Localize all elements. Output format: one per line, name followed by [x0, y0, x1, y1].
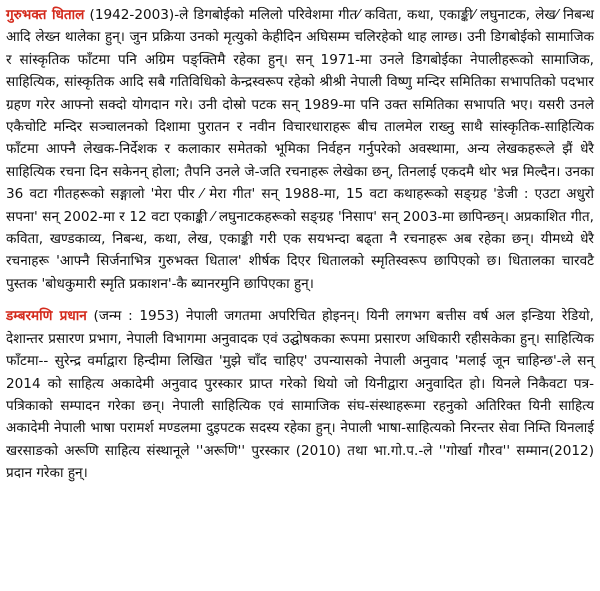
biography-text: (1942-2003)-ले डिगबोईको मलिलो परिवेशमा गीत⁄ कविता, कथा, एकाङ्की⁄ लघुनाटक, लेख⁄ निबन्ध आदि लेख्न थालेका हुन्‌। जुन प्रक्रिया उनको मृत्युको केहीदिन अघिसम्म चलिरहेको थाह लाग्छ। उनी डिगबोईको सामाजिक र सांस्कृतिक फाँटमा पनि अग्रिम पङ्क्तिमै रहेका हुन्‌। सन्‌ 1971-मा उनले डिगबोईका नेपालीहरूको सामाजिक, साहित्यिक, सांस्कृतिक आदि सबै गतिविधिको केन्द्रस्वरूप रहेको श्रीश्री नेपाली विष्णु मन्दिर समितिका सभापतिको पदभार ग्रहण गरेर आफ्नो सक्दो योगदान गरे। उनी दोस्रो पटक सन्‌ 1989-मा पनि उक्त समितिका सभापति भए। यसरी उनले एकैचोटि मन्दिर सञ्चालनको दिशामा पुरातन र नवीन विचारधाराहरू बीच तालमेल राख्नु साथै सांस्कृतिक-साहित्यिक फाँटमा आफ्नै लेखक-निर्देशक र कलाकार समेतको भूमिका निर्वहन गर्नुपरेको अवस्थामा, अन्य लेखकहरूले झैं धेरै साहित्यिक रचना दिन सकेनन्‌ होला; तैपनि उनले जे-जति रचनाहरू लेखेका छन्‌, तिनलाई एकदमै थोर भन्न मिल्दैन। उनका 36 वटा गीतहरूको सङ्गालो 'मेरा पीर ⁄ मेरा गीत' सन्‌ 1988-मा, 15 वटा कथाहरूको सङ्ग्रह 'डेजी : एउटा अधुरो सपना' सन्‌ 2002-मा र 12 वटा एकाङ्की ⁄ लघुनाटकहरूको सङ्ग्रह 'निसाप' सन्‌ 2003-मा छापिन्छन्‌। अप्रकाशित गीत, कविता, खण्डकाव्य, निबन्ध, कथा, लेख, एकाङ्की गरी एक सयभन्दा बढ्ता नै रचनाहरू अब रहेका छन्‌। यीमध्ये धेरै रचनाहरू 'आफ्नै सिर्जनाभित्र गुरुभक्त धिताल' शीर्षक दिएर धितालको स्मृतिस्वरूप छापिएको छ। धितालका चारवटै पुस्तक 'बोधकुमारी स्मृति प्रकाशन'-कै ब्यानरमुनि छापिएका हुन्‌। [6, 7, 595, 292]
person-name: गुरुभक्त धिताल [6, 7, 85, 23]
biography-text: (जन्म : 1953) नेपाली जगतमा अपरिचित होइनन्‌। यिनी लगभग बत्तीस वर्ष अल इन्डिया रेडियो, देशान्तर प्रसारण प्रभाग, नेपाली विभागमा अनुवादक एवं उद्घोषकका रूपमा प्रसारण अधिकारी रहीसकेका हुन्‌। साहित्यिक फाँटमा-- सुरेन्द्र वर्माद्वारा हिन्दीमा लिखित 'मुझे चाँद चाहिए' उपन्यासको नेपाली अनुवाद 'मलाई जून चाहिन्छ'-ले सन्‌ 2014 को साहित्य अकादेमी अनुवाद पुरस्कार प्राप्त गरेको थियो जो यिनीद्वारा अनुवादित हो। यिनले निकैवटा पत्र-पत्रिकाको सम्पादन गरेका छन्‌। नेपाली साहित्यिक एवं सामाजिक संघ-संस्थाहरूमा रहनुको अतिरिक्त यिनी साहित्य अकादेमी नेपाली भाषा परामर्श मण्डलमा दुइपटक सदस्य रहेका हुन्‌। नेपाली भाषा-साहित्यको निरन्तर सेवा निम्ति यिनलाई खरसाङको अरूणि साहित्य संस्थानूले ''अरूणि'' पुरस्कार (2010) तथा भा.गो.प.-ले ''गोर्खा गौरव'' सम्मान(2012) प्रदान गरेका हुन्‌। [6, 308, 594, 482]
biography-entry-guru-bhakta-dhital [6, 4, 594, 295]
biography-entry-dambarmani-pradhan [6, 305, 594, 484]
person-name: डम्बरमणि प्रधान [6, 308, 87, 325]
